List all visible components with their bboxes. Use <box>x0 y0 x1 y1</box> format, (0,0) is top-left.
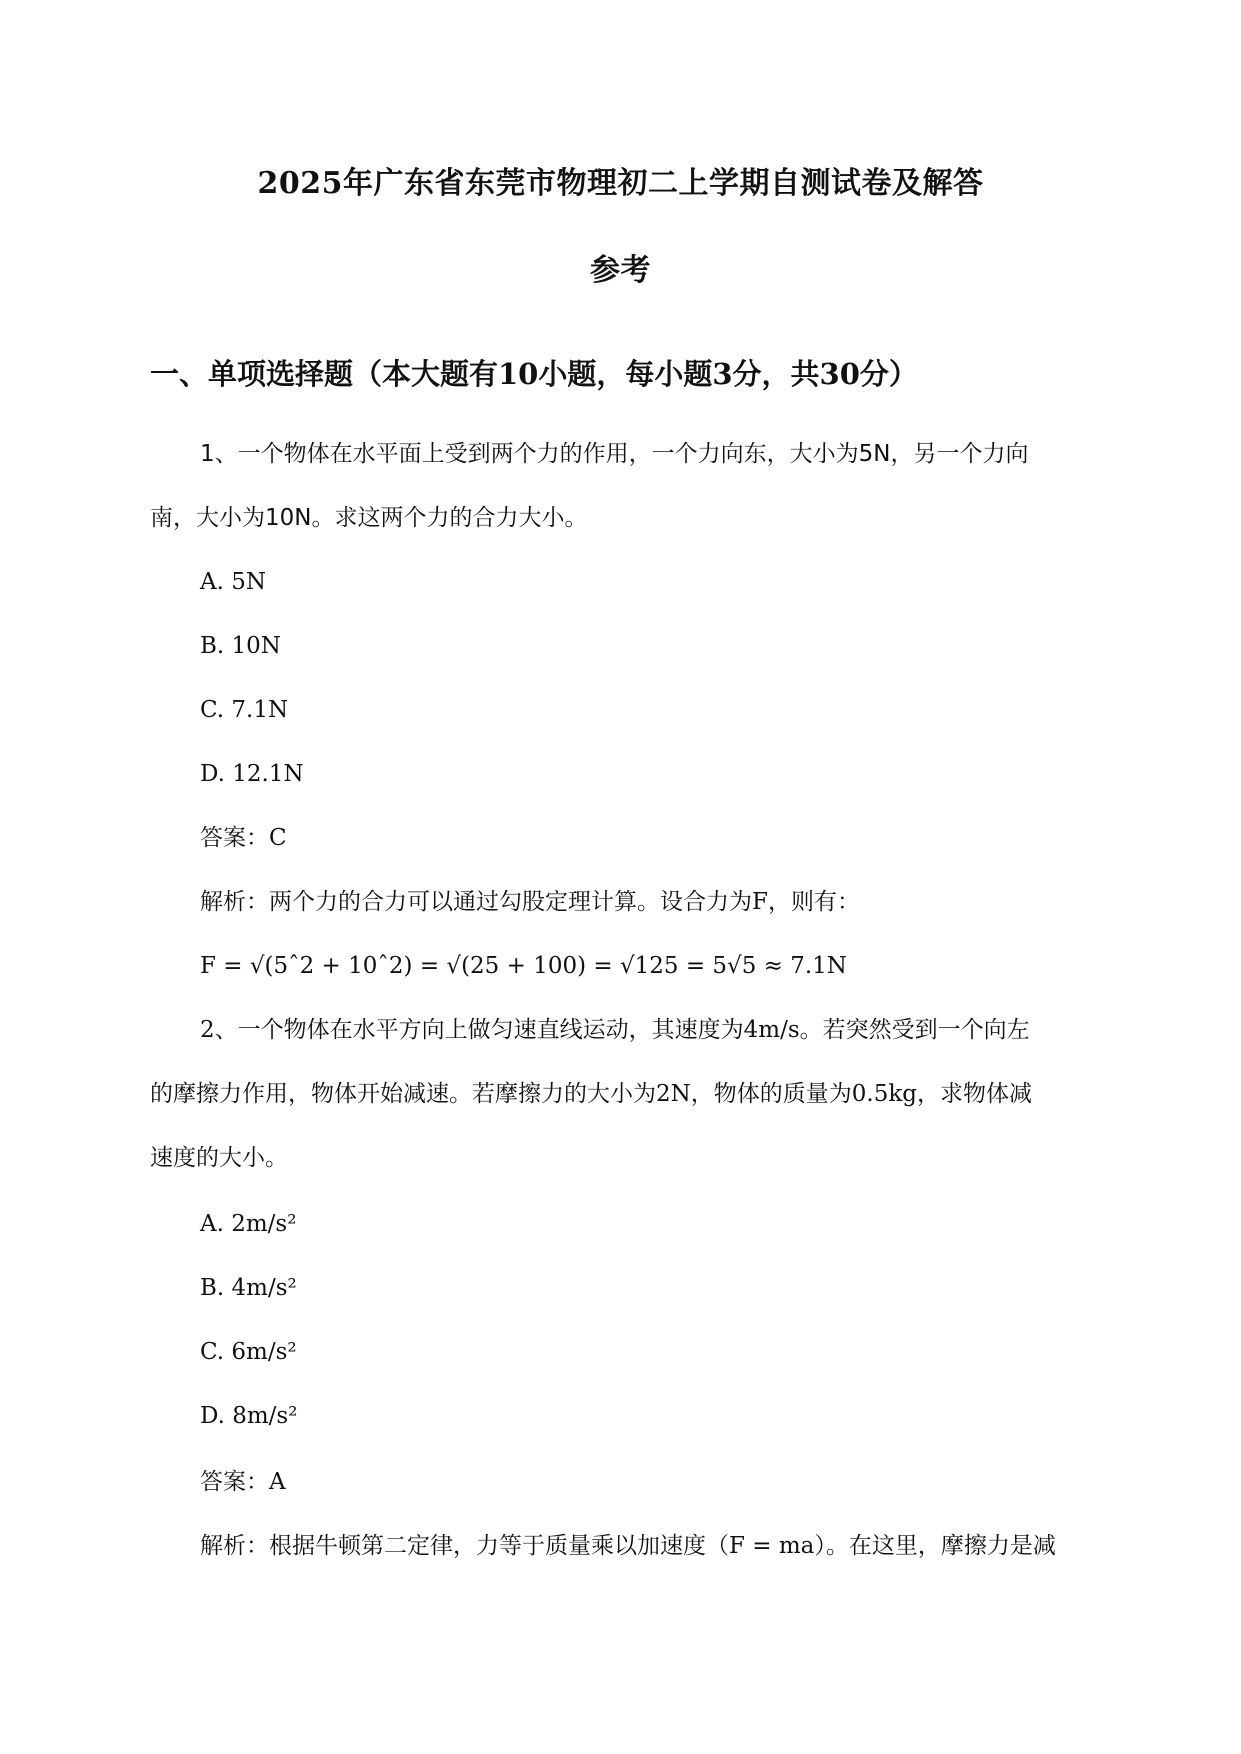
question-1-option-c: C. 7.1N <box>200 697 289 723</box>
document-subtitle: 参考 <box>590 253 651 288</box>
question-1-answer: 答案：C <box>200 825 287 851</box>
section-heading: 一、单项选择题（本大题有10小题，每小题3分，共30分） <box>150 357 918 391</box>
question-2-text-line-2: 的摩擦力作用，物体开始减速。若摩擦力的大小为2N，物体的质量为0.5kg，求物体减 <box>150 1081 1032 1107</box>
question-2-option-a: A. 2m/s² <box>200 1211 297 1237</box>
question-2-analysis-line-1: 解析：根据牛顿第二定律，力等于质量乘以加速度（F = ma）。在这里，摩擦力是减 <box>200 1533 1056 1559</box>
document-title: 2025年广东省东莞市物理初二上学期自测试卷及解答 <box>257 166 984 201</box>
question-1-option-b: B. 10N <box>200 633 281 659</box>
question-2-text-line-3: 速度的大小。 <box>150 1145 288 1171</box>
question-2-option-c: C. 6m/s² <box>200 1339 297 1365</box>
question-2-option-b: B. 4m/s² <box>200 1275 297 1301</box>
question-2-option-d: D. 8m/s² <box>200 1403 298 1429</box>
question-1-option-d: D. 12.1N <box>200 761 304 787</box>
question-2-answer: 答案：A <box>200 1469 286 1495</box>
question-1-analysis-line-1: 解析：两个力的合力可以通过勾股定理计算。设合力为F，则有： <box>200 889 860 915</box>
question-1-text-line-2: 南，大小为10N。求这两个力的合力大小。 <box>150 505 588 531</box>
question-2-text-line-1: 2、一个物体在水平方向上做匀速直线运动，其速度为4m/s。若突然受到一个向左 <box>200 1017 1030 1043</box>
question-1-text-line-1: 1、一个物体在水平面上受到两个力的作用，一个力向东，大小为5N，另一个力向 <box>200 441 1029 467</box>
question-1-formula: F = √(5ˆ2 + 10ˆ2) = √(25 + 100) = √125 = 5√5 ≈ 7.1N <box>200 953 847 979</box>
question-1-option-a: A. 5N <box>200 569 266 595</box>
